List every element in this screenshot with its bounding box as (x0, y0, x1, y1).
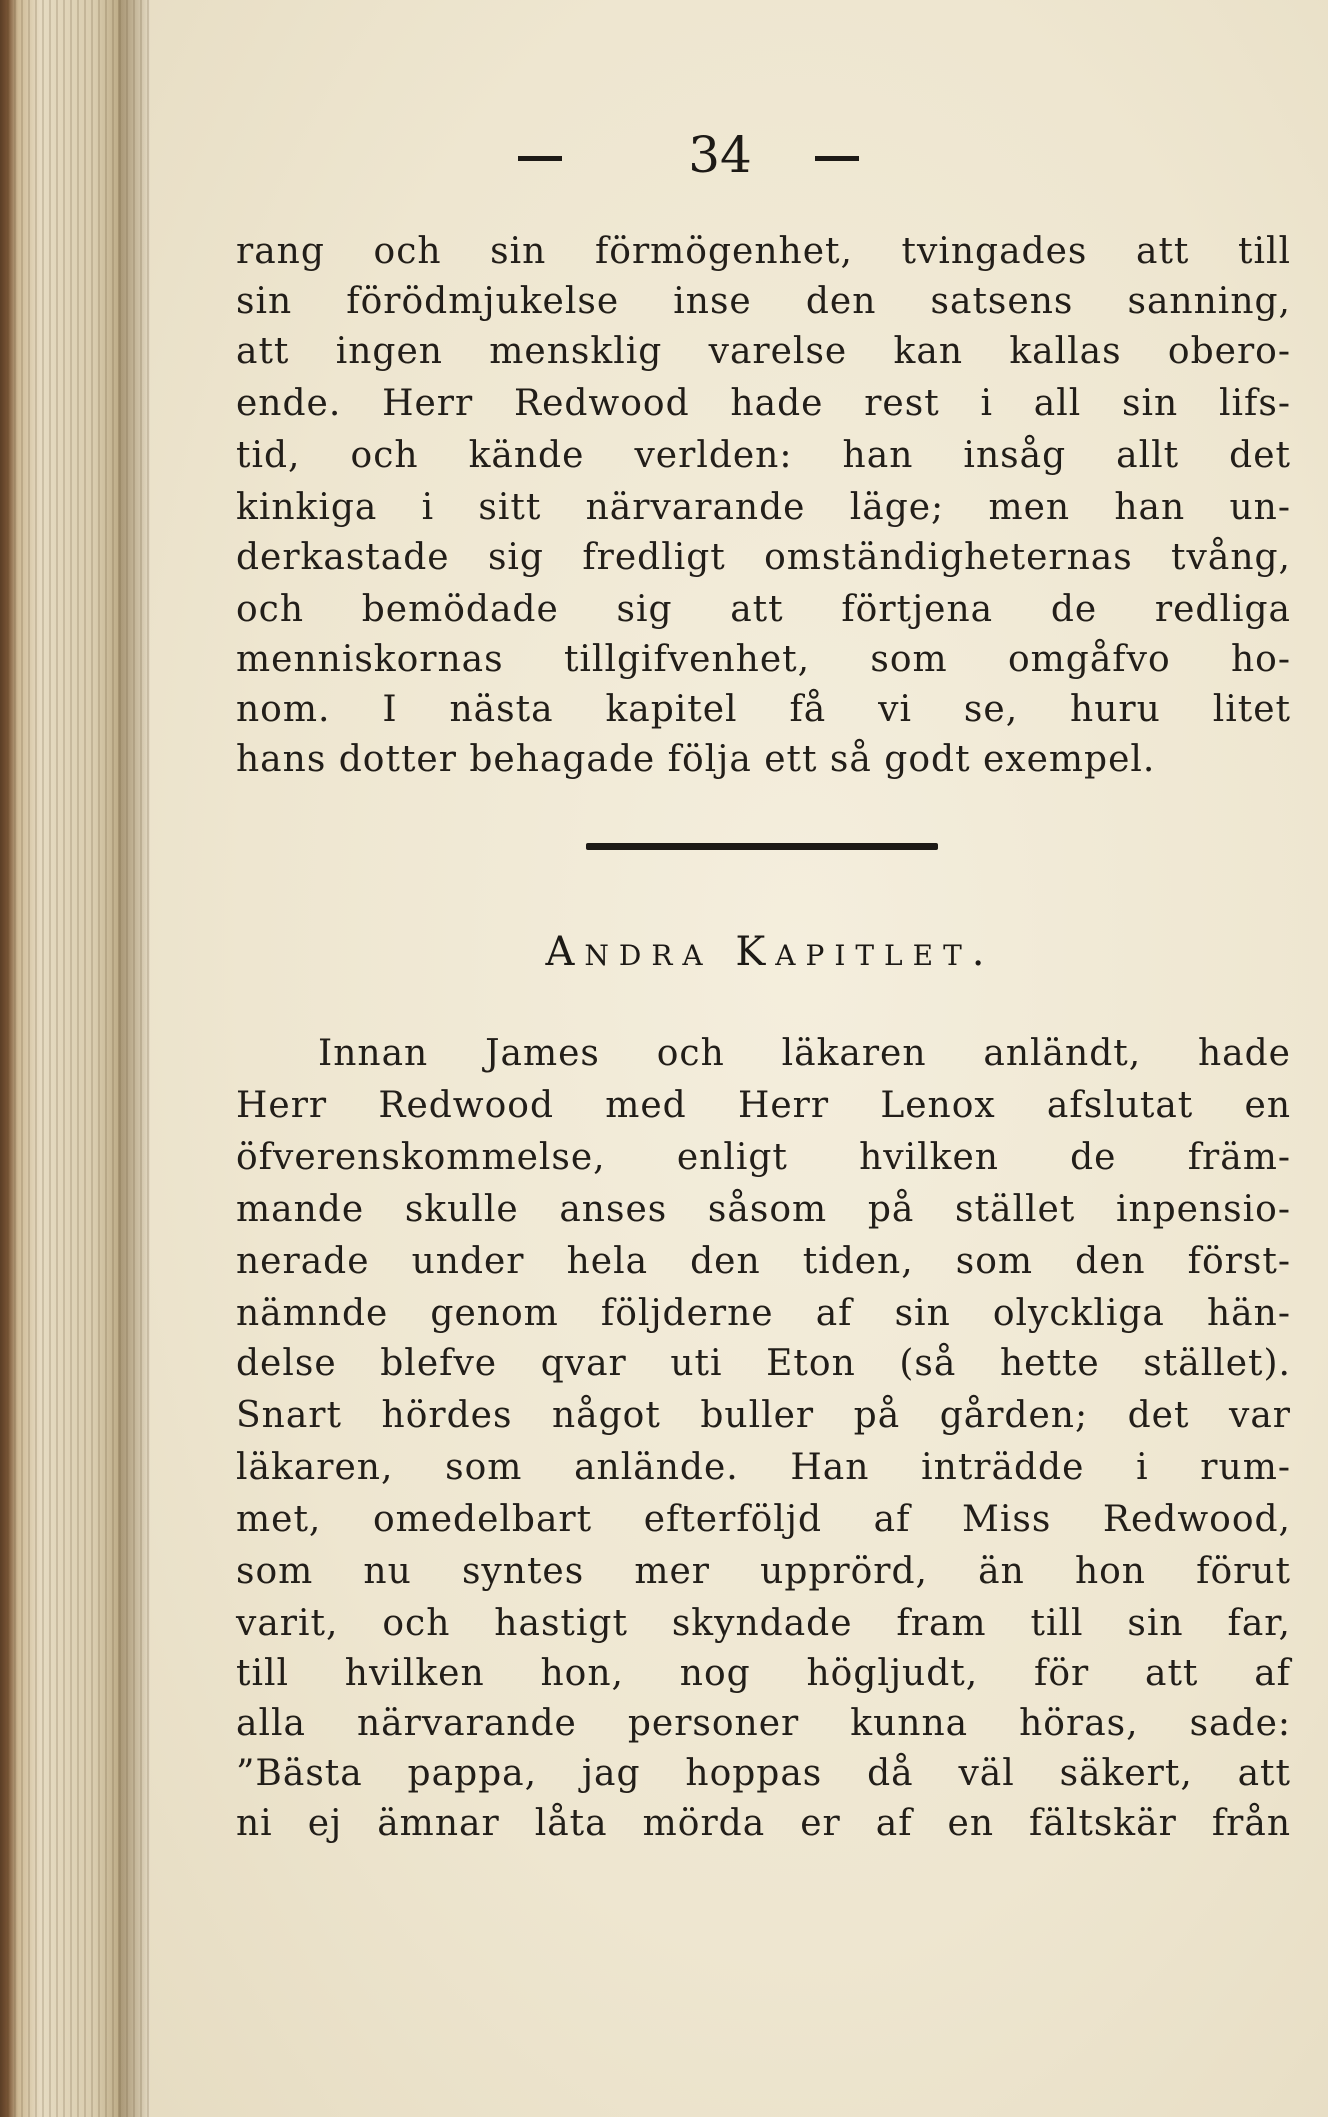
text-line: att ingen mensklig varelse kan kallas obero- (236, 331, 1291, 372)
header-dash-left (518, 156, 562, 161)
text-line: öfverenskommelse, enligt hvilken de främ- (236, 1137, 1291, 1178)
text-line: menniskornas tillgifvenhet, som omgåfvo ho- (236, 639, 1291, 680)
text-line: Snart hördes något buller på gården; det var (236, 1395, 1291, 1436)
text-line: hans dotter behagade följa ett så godt exempel. (236, 739, 1156, 780)
text-line: alla närvarande personer kunna höras, sade: (236, 1703, 1291, 1744)
text-line: och bemödade sig att förtjena de redliga (236, 589, 1291, 630)
page-header (0, 120, 1178, 190)
text-line: Innan James och läkaren anländt, hade (318, 1033, 1291, 1074)
text-line: kinkiga i sitt närvarande läge; men han un- (236, 487, 1291, 528)
text-line: sin förödmjukelse inse den satsens sanning, (236, 281, 1291, 322)
text-line: varit, och hastigt skyndade fram till sin far, (236, 1603, 1291, 1644)
text-line: nom. I nästa kapitel få vi se, huru litet (236, 689, 1291, 730)
text-line: rang och sin förmögenhet, tvingades att till (236, 231, 1291, 272)
text-line: nerade under hela den tiden, som den först- (236, 1241, 1291, 1282)
page-number: 34 (688, 126, 752, 184)
text-line: met, omedelbart efterföljd af Miss Redwood, (236, 1499, 1291, 1540)
text-line: mande skulle anses såsom på stället inpensio- (236, 1189, 1291, 1230)
text-line: delse blefve qvar uti Eton (så hette stället). (236, 1343, 1291, 1384)
text-line: ni ej ämnar låta mörda er af en fältskär från (236, 1803, 1291, 1844)
text-line: ”Bästa pappa, jag hoppas då väl säkert, att (236, 1753, 1291, 1794)
text-line: nämnde genom följderne af sin olyckliga hän- (236, 1293, 1291, 1334)
text-line: läkaren, som anlände. Han inträdde i rum- (236, 1447, 1291, 1488)
chapter-heading: Andra Kapitlet. (545, 929, 995, 975)
text-line: som nu syntes mer upprörd, än hon förut (236, 1551, 1291, 1592)
header-dash-right (815, 156, 859, 161)
section-divider-rule (586, 843, 938, 850)
text-line: derkastade sig fredligt omständigheternas tvång, (236, 537, 1291, 578)
text-line: ende. Herr Redwood hade rest i all sin lifs- (236, 383, 1291, 424)
text-line: Herr Redwood med Herr Lenox afslutat en (236, 1085, 1291, 1126)
text-line: tid, och kände verlden: han insåg allt det (236, 435, 1291, 476)
text-line: till hvilken hon, nog högljudt, för att af (236, 1653, 1291, 1694)
